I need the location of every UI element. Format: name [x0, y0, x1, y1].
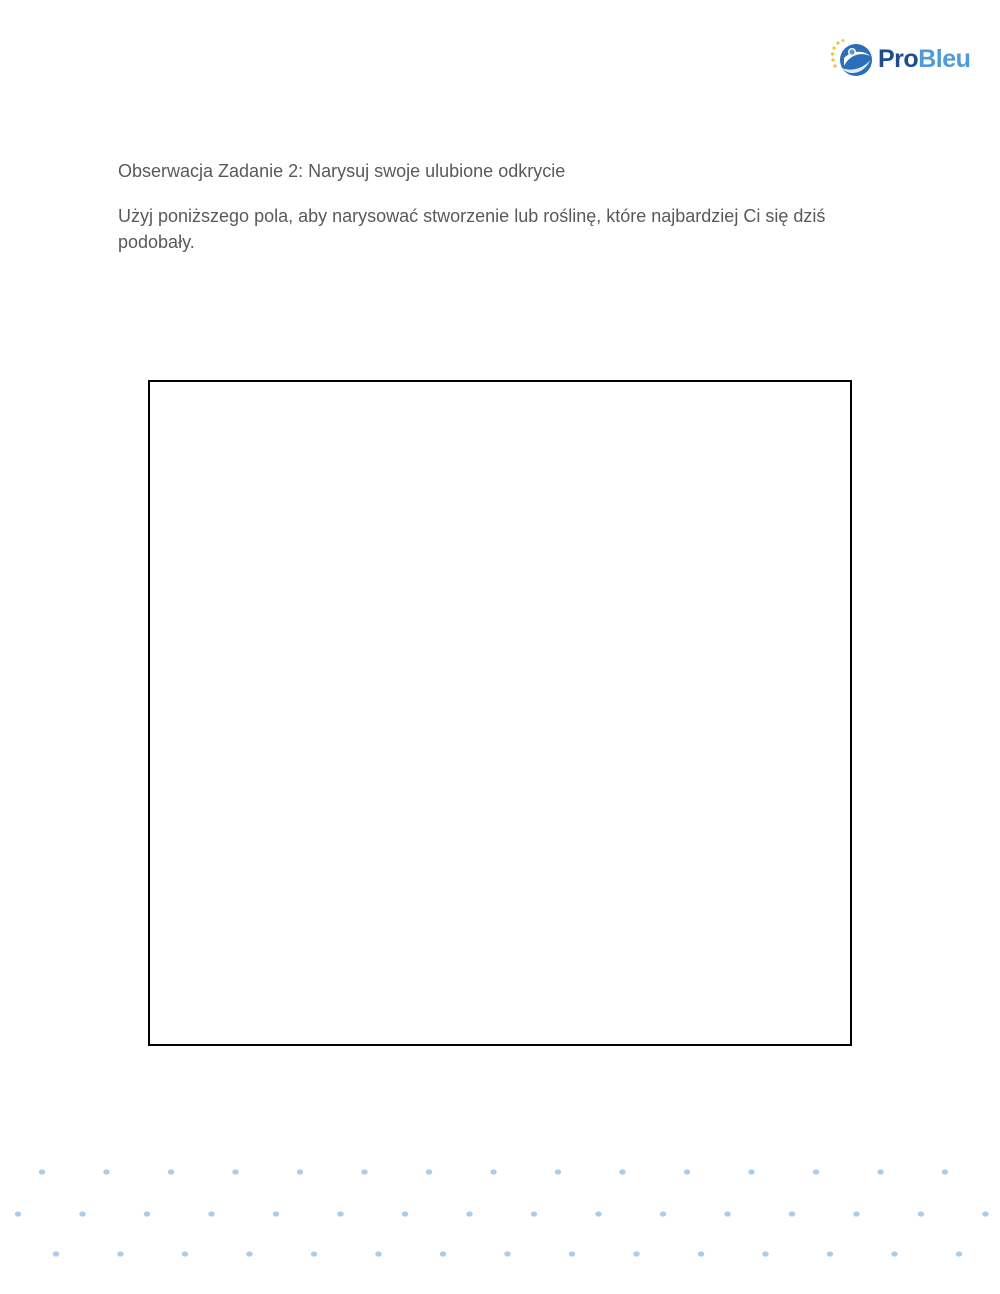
drawing-area[interactable]: [148, 380, 852, 1046]
decorative-dot: [891, 1251, 897, 1256]
decorative-dot: [182, 1251, 188, 1256]
decorative-dot: [569, 1251, 575, 1256]
decorative-dot: [789, 1211, 795, 1216]
decorative-dot: [337, 1211, 343, 1216]
decorative-dot: [531, 1211, 537, 1216]
decorative-dot: [144, 1211, 150, 1216]
decorative-dot: [402, 1211, 408, 1216]
decorative-dot: [633, 1251, 639, 1256]
decorative-dot: [684, 1169, 690, 1174]
decorative-dot: [273, 1211, 279, 1216]
decorative-dot: [361, 1169, 367, 1174]
decorative-dot: [168, 1169, 174, 1174]
decorative-dot: [440, 1251, 446, 1256]
decorative-dot: [232, 1169, 238, 1174]
task-title: Obserwacja Zadanie 2: Narysuj swoje ulubione odkrycie: [118, 161, 566, 181]
decorative-dot: [53, 1251, 59, 1256]
decorative-dot: [311, 1251, 317, 1256]
decorative-dot: [555, 1169, 561, 1174]
decorative-dot: [698, 1251, 704, 1256]
decorative-dot: [426, 1169, 432, 1174]
decorative-dot: [982, 1211, 988, 1216]
task-description: Użyj poniższego pola, aby narysować stworzenie lub roślinę, które najbardziej Ci się dziś podobały.: [118, 206, 826, 252]
decorative-dot: [619, 1169, 625, 1174]
decorative-dot: [762, 1251, 768, 1256]
decorative-dot: [117, 1251, 123, 1256]
decorative-dot: [853, 1211, 859, 1216]
logo-text-bleu: Bleu: [918, 44, 971, 73]
decorative-dot: [942, 1169, 948, 1174]
decorative-dot: [877, 1169, 883, 1174]
decorative-dot: [490, 1169, 496, 1174]
decorative-dot: [79, 1211, 85, 1216]
decorative-dot: [918, 1211, 924, 1216]
decorative-dot: [504, 1251, 510, 1256]
probleu-logo: [830, 38, 970, 80]
decorative-dot: [103, 1169, 109, 1174]
decorative-dot: [375, 1251, 381, 1256]
decorative-dot: [956, 1251, 962, 1256]
logo-text-pro: Pro: [878, 44, 919, 73]
decorative-dot: [246, 1251, 252, 1256]
decorative-dot: [813, 1169, 819, 1174]
probleu-wordmark: [878, 44, 971, 73]
decorative-dot: [724, 1211, 730, 1216]
decorative-dot: [208, 1211, 214, 1216]
decorative-dot: [595, 1211, 601, 1216]
decorative-dot: [466, 1211, 472, 1216]
decorative-dot: [15, 1211, 21, 1216]
decorative-dot: [297, 1169, 303, 1174]
dot-pattern-decoration: [0, 1150, 1000, 1280]
decorative-dot: [660, 1211, 666, 1216]
decorative-dot: [748, 1169, 754, 1174]
decorative-dot: [827, 1251, 833, 1256]
decorative-dot: [39, 1169, 45, 1174]
probleu-swimmer-stars-icon: [830, 38, 874, 80]
